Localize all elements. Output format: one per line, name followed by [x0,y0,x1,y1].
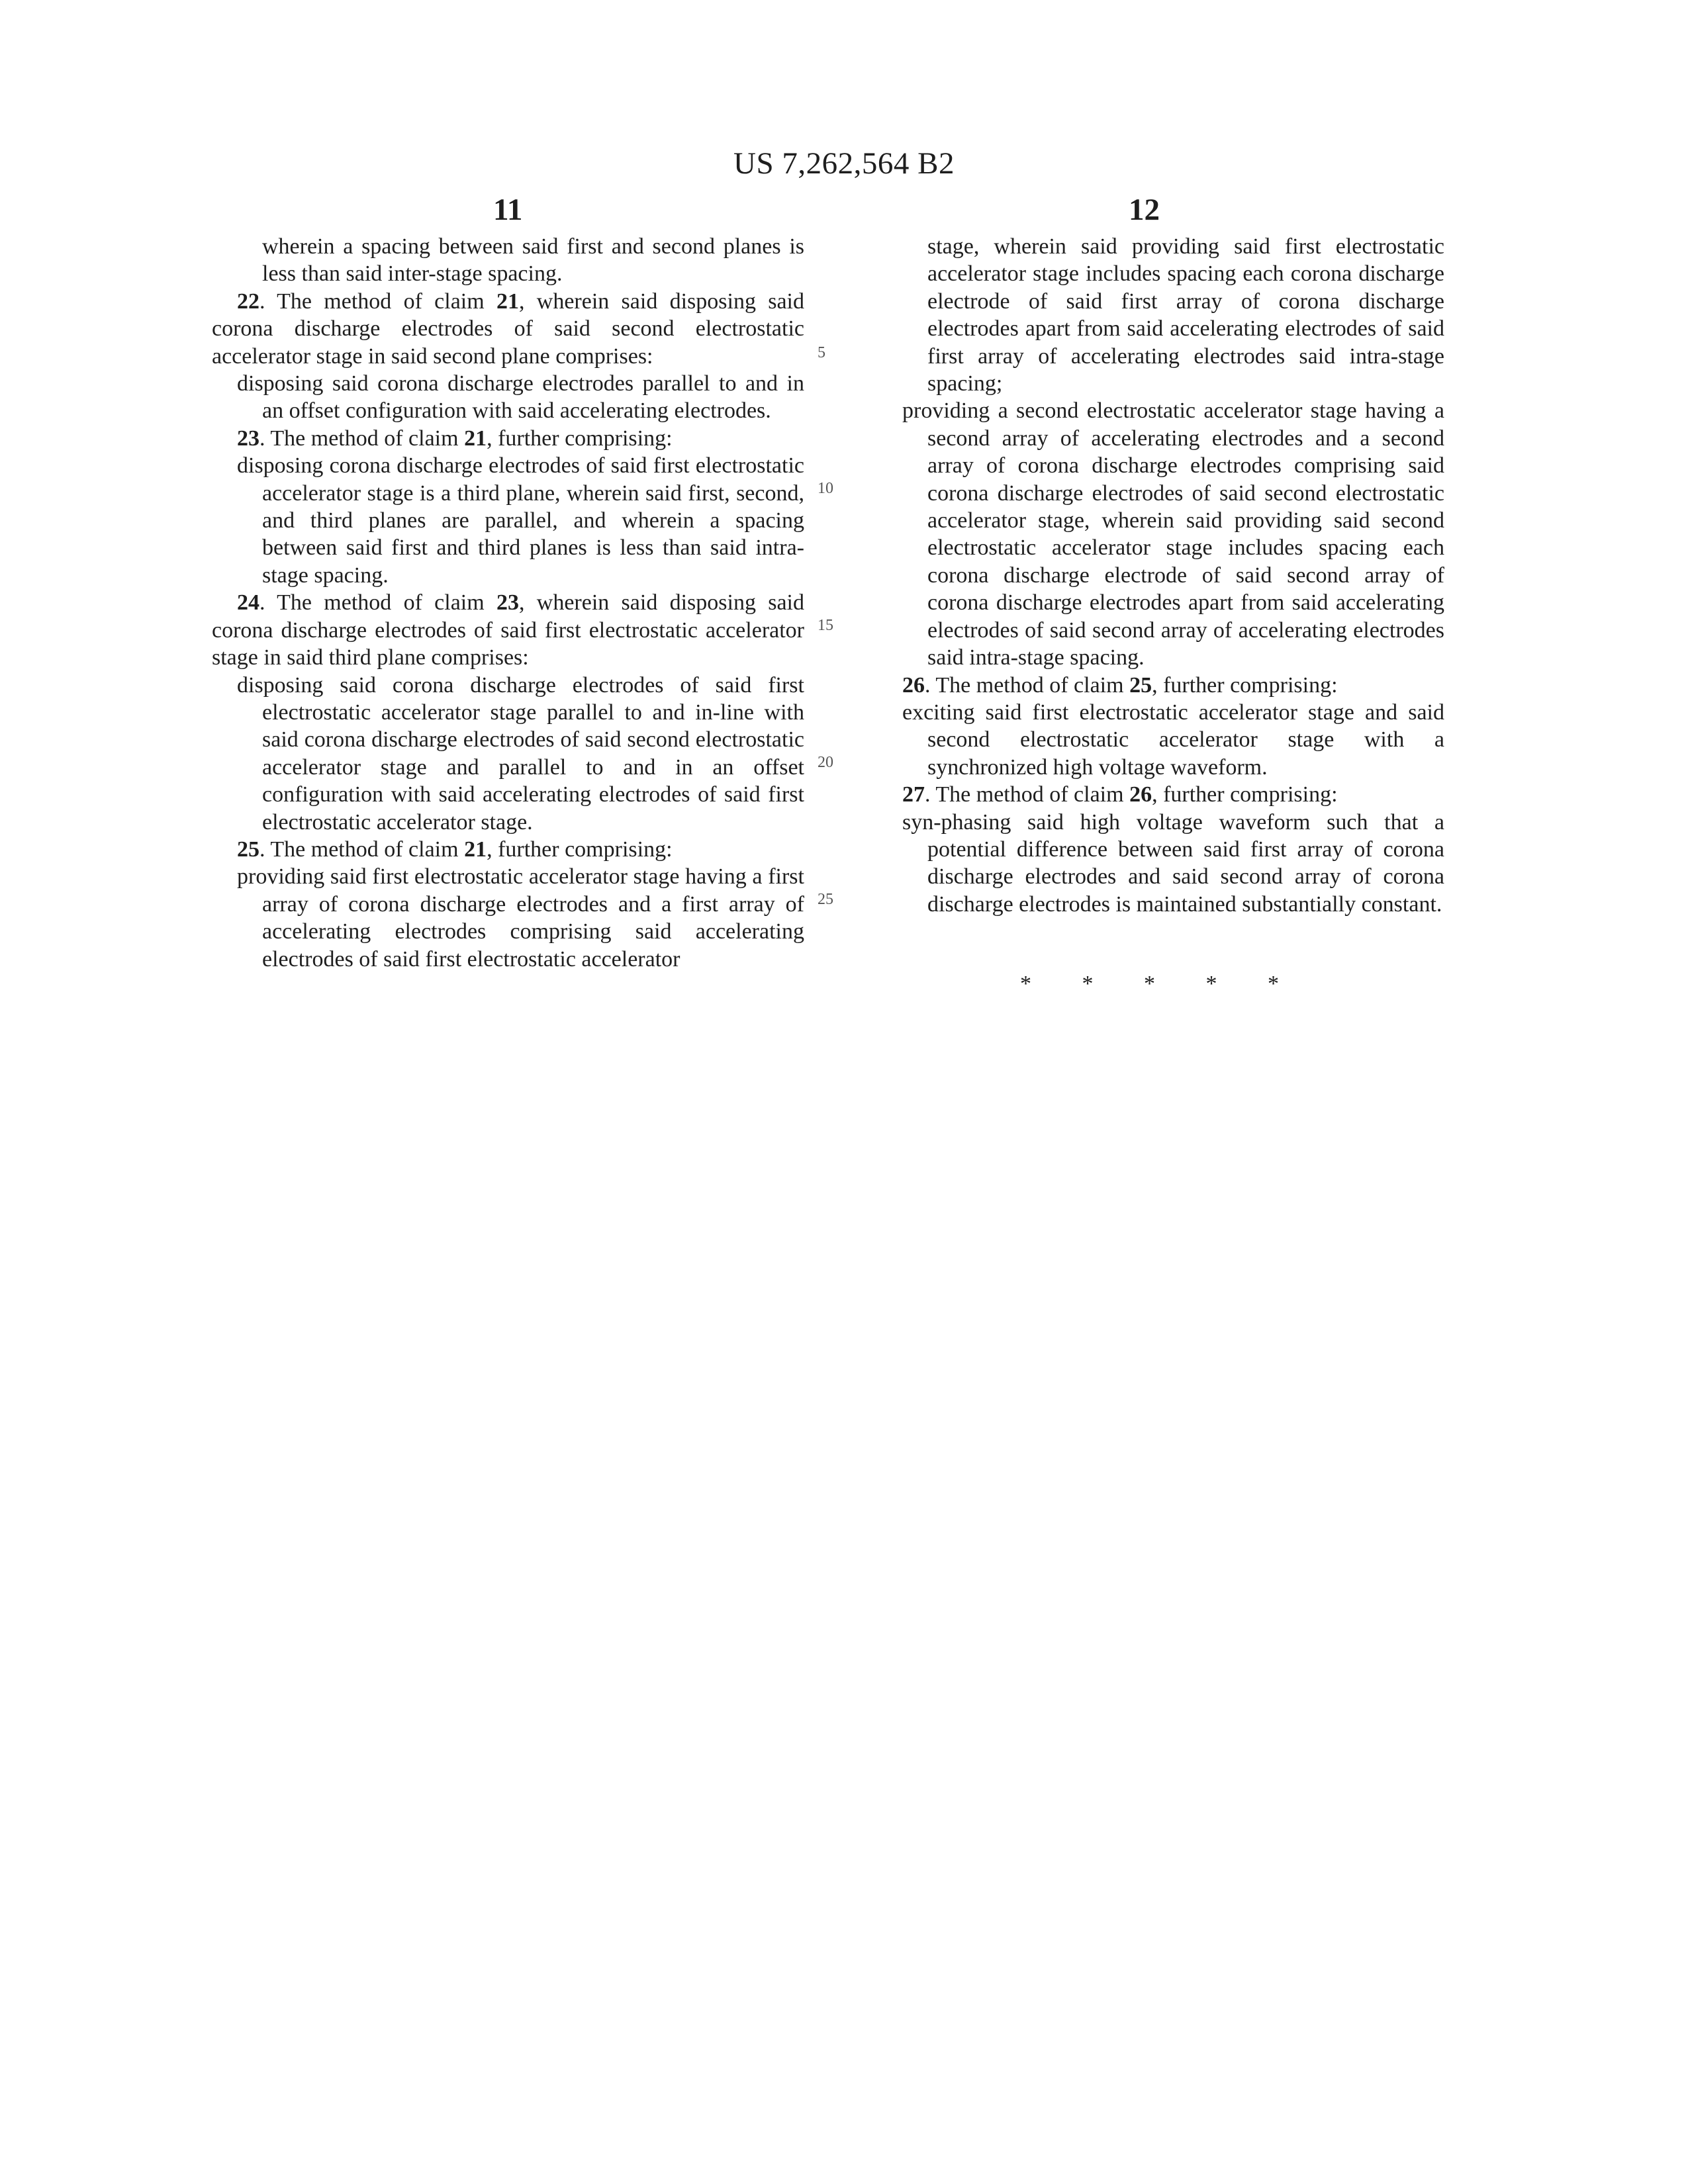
line-number: 20 [818,754,833,771]
claim-body: providing a second electrostatic accelerator stage having a second array of accelerating electrodes and a second array of corona discharge electrodes comprising said corona discharge electrodes of said second electrostatic accelerator stage, wherein said providing said second electrostatic accelerator stage includes spacing each corona discharge electrode of said second array of corona discharge electrodes apart from said accelerating electrodes of said second array of accelerating electrodes said intra-stage spacing. [902,398,1444,670]
line-number: 5 [818,344,825,361]
right-column [877,233,1444,918]
claim-reference: 23 [496,590,519,615]
claim-27: 27. The method of claim 26, further comprising: [902,782,1338,807]
right-column-number: 12 [1129,193,1160,227]
claim-reference: 21 [496,289,519,314]
line-number: 15 [818,617,833,634]
paragraph-continuation: stage, wherein said providing said first electrostatic accelerator stage includes spacing each corona discharge electrode of said first array of corona discharge electrodes apart from said accelerating electrodes of said first array of accelerating electrodes said intra-stage spacing; [927,234,1444,396]
line-number: 25 [818,891,833,908]
claim-body: disposing corona discharge electrodes of said first electrostatic accelerator stage is a third plane, wherein said first, second, and third planes are parallel, and wherein a spacing between said first and third planes is less than said intra-stage spacing. [237,453,804,588]
claim-number: 25 [237,837,259,862]
paragraph-continuation: wherein a spacing between said first and second planes is less than said inter-stage spacing. [262,234,804,287]
claim-24: 24. The method of claim 23, wherein said disposing said corona discharge electrodes of said first electrostatic accelerator stage in said third plane comprises: [212,590,804,670]
claim-reference: 21 [464,837,487,862]
claim-body: disposing said corona discharge electrodes parallel to and in an offset configuration with said accelerating electrodes. [237,371,804,424]
end-of-document-marker: * * * * * [1020,972,1301,996]
patent-number: US 7,262,564 B2 [733,146,955,181]
claim-reference: 21 [464,426,487,451]
claim-number: 26 [902,672,925,698]
line-number: 10 [818,480,833,497]
claim-reference: 26 [1129,782,1152,807]
claim-body: syn-phasing said high voltage waveform such that a potential difference between said first array of corona discharge electrodes and said second array of corona discharge electrodes is maintained substantially constant. [902,809,1444,917]
claim-number: 22 [237,289,259,314]
claim-23: 23. The method of claim 21, further comprising: [237,426,673,451]
claim-25: 25. The method of claim 21, further comprising: [237,837,673,862]
claim-body: providing said first electrostatic accelerator stage having a first array of corona discharge electrodes and a first array of accelerating electrodes comprising said accelerating electrodes of said first electrostatic accelerator [237,864,804,972]
left-column [212,233,804,973]
claim-26: 26. The method of claim 25, further comprising: [902,672,1338,698]
claim-reference: 25 [1129,672,1152,698]
left-column-number: 11 [493,193,523,227]
claim-number: 27 [902,782,925,807]
claim-number: 23 [237,426,259,451]
claim-number: 24 [237,590,259,615]
claim-body: disposing said corona discharge electrodes of said first electrostatic accelerator stage parallel to and in-line with said corona discharge electrodes of said second electrostatic accelerator stage and parallel to and in an offset configuration with said accelerating electrodes of said first electrostatic accelerator stage. [237,672,804,835]
claim-22: 22. The method of claim 21, wherein said disposing said corona discharge electrodes of said second electrostatic accelerator stage in said second plane comprises: [212,289,804,369]
claim-body: exciting said first electrostatic accelerator stage and said second electrostatic accelerator stage with a synchronized high voltage waveform. [902,700,1444,780]
